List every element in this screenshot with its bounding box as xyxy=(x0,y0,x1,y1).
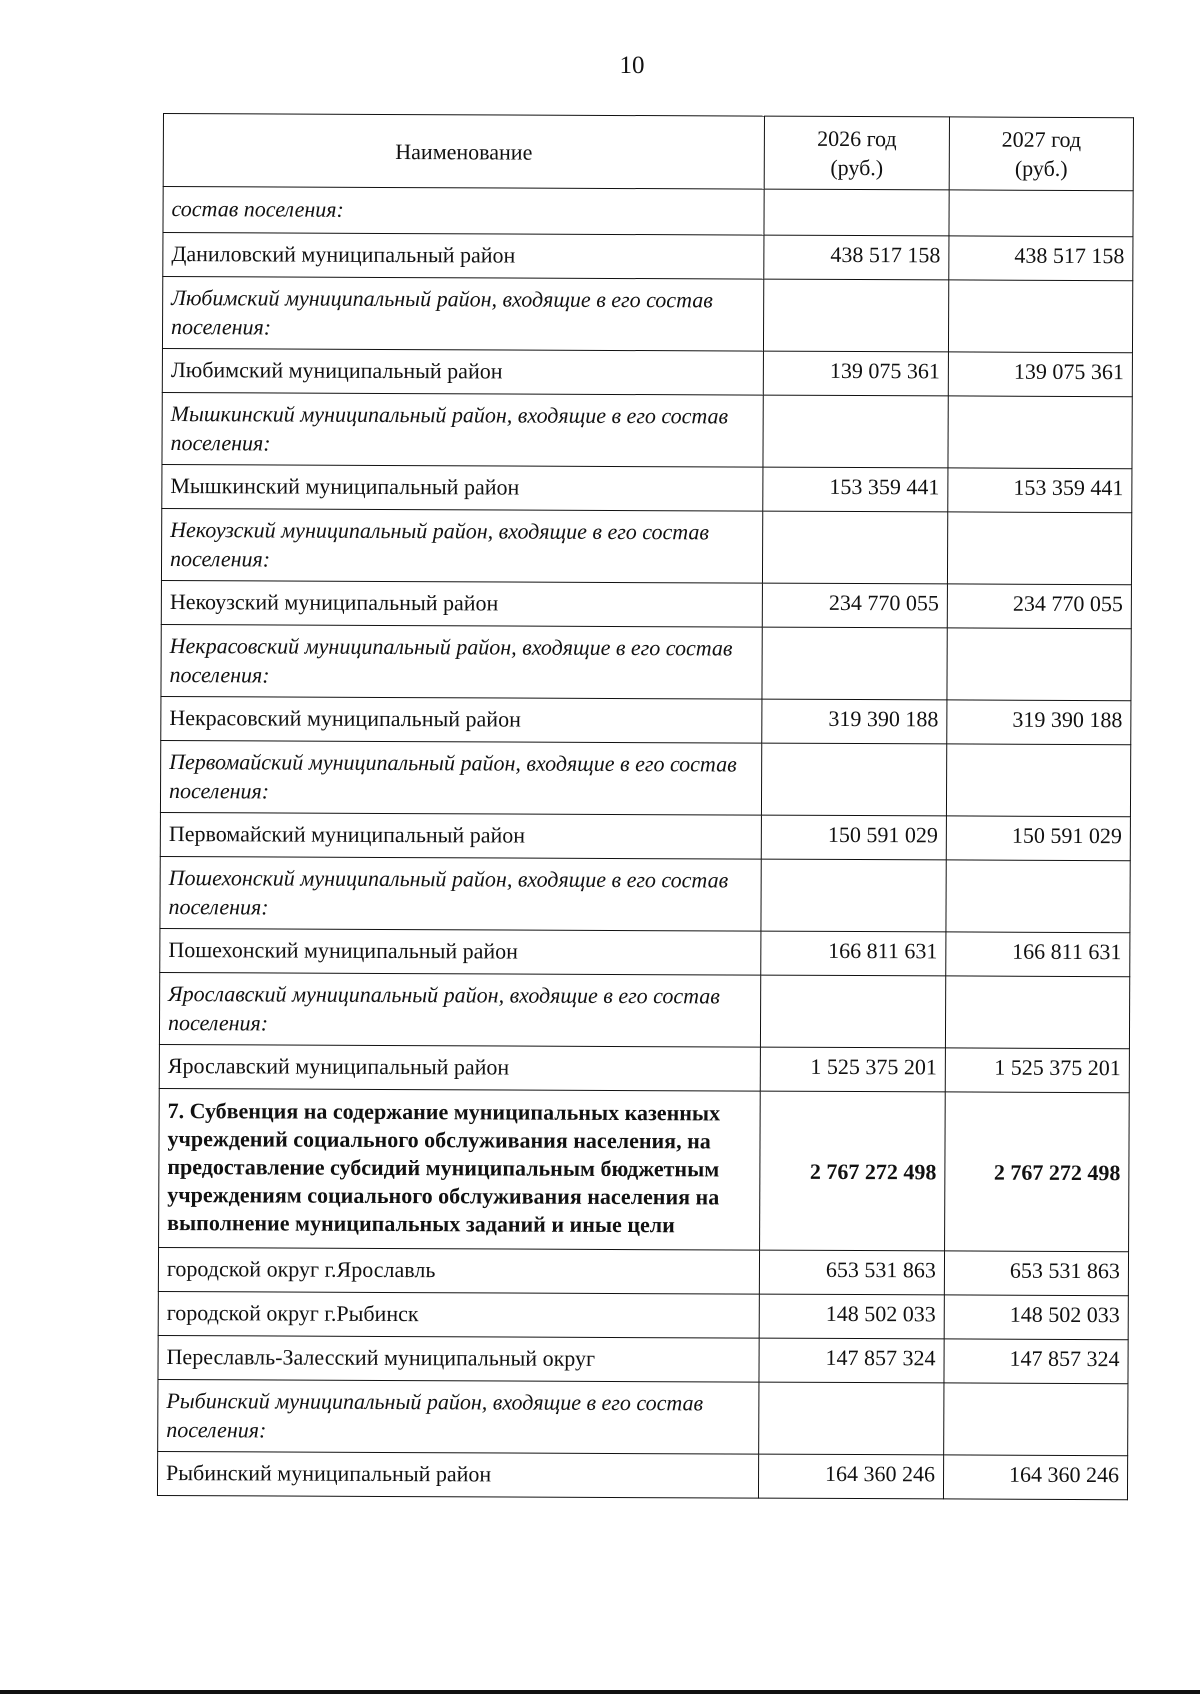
row-value-2026-cell: 166 811 631 xyxy=(761,931,946,976)
row-value-2026-cell: 150 591 029 xyxy=(761,815,946,860)
table-row xyxy=(163,187,1133,237)
row-value-2027-cell xyxy=(945,976,1129,1049)
row-name-cell: Даниловский муниципальный район xyxy=(163,233,764,280)
bottom-scan-rule xyxy=(0,1690,1200,1694)
row-value-2026-cell xyxy=(759,1382,944,1455)
table-row xyxy=(159,972,1129,1048)
row-value-2026-cell: 1 525 375 201 xyxy=(760,1047,945,1092)
row-value-2027-cell: 1 525 375 201 xyxy=(945,1048,1129,1093)
row-name-cell: Некоузский муниципальный район, входящие в его состав поселения: xyxy=(161,508,762,583)
table-row xyxy=(162,392,1132,468)
row-value-2027-cell: 164 360 246 xyxy=(943,1455,1127,1500)
row-value-2027-cell xyxy=(949,190,1133,237)
table-header-row xyxy=(163,114,1133,191)
row-value-2027-cell xyxy=(948,280,1132,353)
row-value-2027-cell xyxy=(947,628,1131,701)
header-name: Наименование xyxy=(163,114,764,190)
table-row xyxy=(159,1044,1129,1092)
row-value-2026-cell xyxy=(762,627,947,700)
row-value-2027-cell xyxy=(944,1383,1128,1456)
row-value-2026-cell: 153 359 441 xyxy=(763,467,948,512)
row-name-cell: 7. Субвенция на содержание муниципальных казенных учреждений социального обслуживания населения, на предоставление субсидий муниципальным бюджетным учреждениям социального обслуживания населения на выполнение муниципальных заданий и иные цели xyxy=(159,1088,761,1250)
row-name-cell: городской округ г.Рыбинск xyxy=(158,1291,759,1338)
row-value-2026-cell xyxy=(760,975,945,1048)
table-row xyxy=(160,928,1130,976)
row-name-cell: Некрасовский муниципальный район xyxy=(161,696,762,743)
row-name-cell: Любимский муниципальный район, входящие в его состав поселения: xyxy=(162,277,763,352)
row-name-cell: Ярославский муниципальный район xyxy=(159,1044,760,1091)
row-name-cell: Рыбинский муниципальный район, входящие в его состав поселения: xyxy=(158,1379,759,1454)
row-value-2027-cell: 150 591 029 xyxy=(946,816,1130,861)
row-value-2026-cell: 2 767 272 498 xyxy=(760,1091,946,1251)
row-value-2026-cell xyxy=(761,859,946,932)
row-value-2026-cell: 139 075 361 xyxy=(763,351,948,396)
row-value-2026-cell: 438 517 158 xyxy=(764,235,949,280)
row-value-2027-cell: 653 531 863 xyxy=(944,1251,1128,1296)
row-value-2027-cell: 319 390 188 xyxy=(947,700,1131,745)
row-value-2026-cell: 319 390 188 xyxy=(762,699,947,744)
table-row xyxy=(161,508,1131,584)
table-row xyxy=(160,812,1130,860)
row-value-2027-cell: 147 857 324 xyxy=(944,1339,1128,1384)
row-name-cell: Мышкинский муниципальный район, входящие в его состав поселения: xyxy=(162,392,763,467)
row-value-2026-cell xyxy=(761,743,946,816)
row-value-2026-cell xyxy=(763,395,948,468)
row-value-2026-cell: 164 360 246 xyxy=(758,1454,943,1499)
row-value-2027-cell xyxy=(946,744,1130,817)
row-value-2027-cell: 438 517 158 xyxy=(949,236,1133,281)
table-body xyxy=(157,187,1133,1500)
table-row xyxy=(158,1291,1128,1339)
table-row xyxy=(161,624,1131,700)
table-row xyxy=(157,1451,1127,1499)
row-name-cell: городской округ г.Ярославль xyxy=(158,1247,759,1294)
row-value-2027-cell xyxy=(948,396,1132,469)
row-value-2027-cell: 2 767 272 498 xyxy=(945,1092,1130,1252)
table-row xyxy=(162,348,1132,396)
table-row xyxy=(158,1379,1128,1455)
table-row xyxy=(161,580,1131,628)
row-value-2027-cell: 166 811 631 xyxy=(946,932,1130,977)
header-year-2027: 2027 год (руб.) xyxy=(949,117,1133,191)
row-name-cell: Пошехонский муниципальный район, входящие в его состав поселения: xyxy=(160,856,761,931)
table-row xyxy=(162,464,1132,512)
table-row xyxy=(158,1247,1128,1295)
row-value-2027-cell xyxy=(947,512,1131,585)
header-year-2026: 2026 год (руб.) xyxy=(764,116,949,190)
row-value-2026-cell: 148 502 033 xyxy=(759,1294,944,1339)
table-row xyxy=(158,1335,1128,1383)
table-row xyxy=(160,856,1130,932)
row-name-cell: Ярославский муниципальный район, входящие в его состав поселения: xyxy=(159,972,760,1047)
table-row xyxy=(163,233,1133,281)
row-value-2027-cell: 234 770 055 xyxy=(947,584,1131,629)
table-section-row xyxy=(159,1088,1130,1251)
row-name-cell: Мышкинский муниципальный район xyxy=(162,464,763,511)
page-number: 10 xyxy=(619,52,645,79)
row-value-2026-cell: 234 770 055 xyxy=(762,583,947,628)
table-row xyxy=(160,740,1130,816)
row-value-2026-cell: 653 531 863 xyxy=(759,1250,944,1295)
row-value-2026-cell: 147 857 324 xyxy=(759,1338,944,1383)
budget-table-container xyxy=(157,113,1133,1500)
row-name-cell: Первомайский муниципальный район xyxy=(160,812,761,859)
budget-table xyxy=(157,113,1134,1500)
row-value-2027-cell: 148 502 033 xyxy=(944,1295,1128,1340)
row-name-cell: Некрасовский муниципальный район, входящие в его состав поселения: xyxy=(161,624,762,699)
row-value-2026-cell xyxy=(763,279,948,352)
row-value-2027-cell: 153 359 441 xyxy=(948,468,1132,513)
row-name-cell: состав поселения: xyxy=(163,187,764,236)
row-name-cell: Пошехонский муниципальный район xyxy=(160,928,761,975)
row-value-2027-cell: 139 075 361 xyxy=(948,352,1132,397)
row-name-cell: Рыбинский муниципальный район xyxy=(157,1451,758,1498)
row-name-cell: Любимский муниципальный район xyxy=(162,348,763,395)
row-value-2026-cell xyxy=(764,189,949,236)
row-value-2026-cell xyxy=(762,511,947,584)
table-row xyxy=(161,696,1131,744)
row-value-2027-cell xyxy=(946,860,1130,933)
row-name-cell: Переславль-Залесский муниципальный округ xyxy=(158,1335,759,1382)
row-name-cell: Некоузский муниципальный район xyxy=(161,580,762,627)
table-row xyxy=(162,277,1132,353)
row-name-cell: Первомайский муниципальный район, входящие в его состав поселения: xyxy=(160,740,761,815)
